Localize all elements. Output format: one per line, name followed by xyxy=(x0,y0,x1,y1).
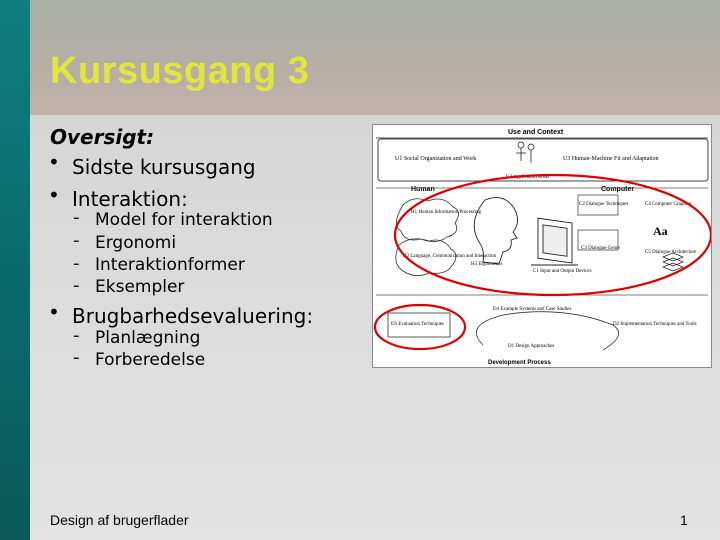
sub-bullet-dash: - xyxy=(73,253,80,274)
sub-bullet-dash: - xyxy=(73,230,80,251)
c3-label: C3 Dialogue Genre xyxy=(581,246,620,251)
bullet-marker: • xyxy=(48,183,60,207)
footer-course-name: Design af brugerflader xyxy=(50,512,189,528)
sub-bullet-dash: - xyxy=(73,207,80,228)
c2-label: C2 Dialogue Techniques xyxy=(579,202,629,207)
c4-label: C4 Computer Graphics xyxy=(645,202,692,207)
bullet-text: Interaktion: xyxy=(72,187,188,211)
sub-bullet-text: Forberedelse xyxy=(95,350,206,370)
d2-label: D2 Implementation Techniques and Tools xyxy=(613,322,697,327)
sub-bullet-dash: - xyxy=(73,275,80,296)
hci-diagram xyxy=(372,124,712,368)
page-number: 1 xyxy=(680,512,688,528)
use-and-context-label: Use and Context xyxy=(508,129,564,136)
h2-label: H2 Language, Communication and Interaction xyxy=(403,254,497,259)
bullet-text: Brugbarhedsevaluering: xyxy=(72,304,314,328)
aa-glyph: Aa xyxy=(653,224,668,238)
d4-label: D4 Example Systems and Case Studies xyxy=(493,307,572,312)
human-label: Human xyxy=(411,186,435,193)
u1-label: U1 Social Organization and Work xyxy=(395,156,477,162)
left-accent-bar xyxy=(0,0,30,540)
h3-label: H3 Ergonomics xyxy=(471,262,503,267)
bullet-text: Sidste kursusgang xyxy=(72,155,256,179)
sub-bullet-text: Model for interaktion xyxy=(95,210,273,230)
d3-label: D3 Evaluation Techniques xyxy=(391,322,444,327)
bullet-marker: • xyxy=(48,150,60,174)
sub-bullet-dash: - xyxy=(73,325,80,346)
sub-bullet-text: Ergonomi xyxy=(95,233,177,253)
d1-label: D1 Design Approaches xyxy=(508,344,555,349)
overview-heading: Oversigt: xyxy=(50,125,155,149)
h1-label: H1 Human Information Processing xyxy=(411,210,482,215)
bullet-marker: • xyxy=(48,300,60,324)
u3-label: U3 Human-Machine Fit and Adaptation xyxy=(563,156,659,162)
sub-bullet-text: Interaktionformer xyxy=(95,255,245,275)
computer-label: Computer xyxy=(601,186,635,193)
development-process-label: Development Process xyxy=(488,360,551,366)
u2-label: U2 Application Areas xyxy=(506,175,550,180)
slide-title: Kursusgang 3 xyxy=(50,50,310,92)
c1-label: C1 Input and Output Devices xyxy=(533,269,592,274)
sub-bullet-dash: - xyxy=(73,347,80,368)
sub-bullet-text: Planlægning xyxy=(95,328,201,348)
sub-bullet-text: Eksempler xyxy=(95,277,185,297)
c5-label: C5 Dialogue Architecture xyxy=(645,250,697,255)
